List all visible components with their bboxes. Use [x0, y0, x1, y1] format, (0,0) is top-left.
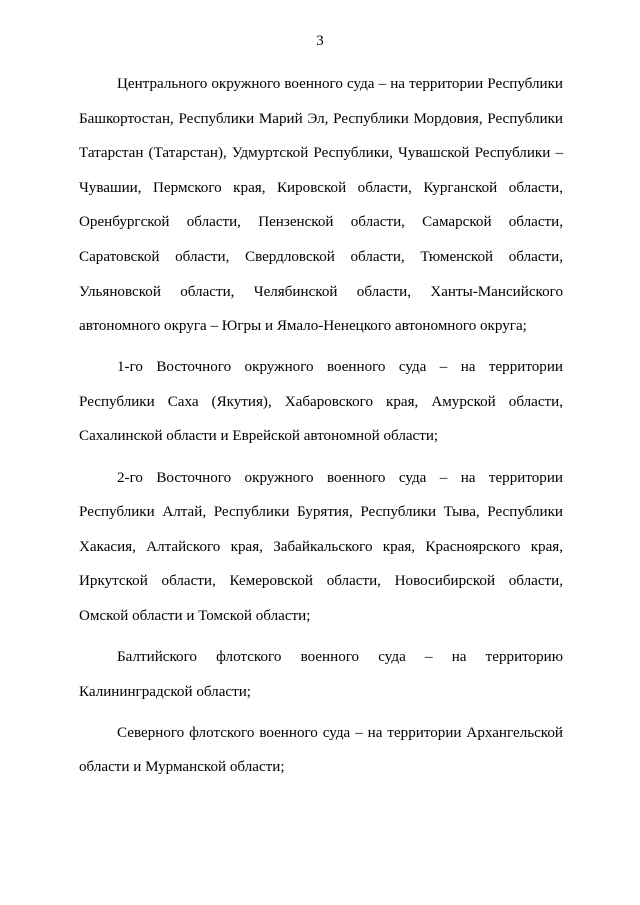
page-number: 3: [316, 33, 324, 49]
paragraph-2nd-eastern-district-court: 2-го Восточного окружного военного суда – на территории Республики Алтай, Республики Бурятия, Республики Тыва, Республики Хакасия, Алтайского края, Забайкальского края, Красноярского края, Иркутской области, Кемеровской области, Новосибирской области, Омской области и Томской области;: [79, 469, 563, 624]
document-body: [79, 67, 563, 791]
paragraph-1st-eastern-district-court: 1-го Восточного окружного военного суда – на территории Республики Саха (Якутия), Хабаровского края, Амурской области, Сахалинской области и Еврейской автономной области;: [79, 359, 563, 445]
paragraph-baltic-fleet-court: Балтийского флотского военного суда – на территорию Калининградской области;: [79, 649, 563, 700]
paragraph-northern-fleet-court: Северного флотского военного суда – на территории Архангельской области и Мурманской области;: [79, 724, 563, 776]
paragraph-central-district-court: Центрального окружного военного суда – на территории Республики Башкортостан, Республики Марий Эл, Республики Мордовия, Республики Татарстан (Татарстан), Удмуртской Республики, Чувашской Республики – Чувашии, Пермского края, Кировской области, Курганской области, Оренбургской области, Пензенской области, Самарской области, Саратовской области, Свердловской области, Тюменской области, Ульяновской области, Челябинской области, Ханты-Мансийского автономного округа – Югры и Ямало-Ненецкого автономного округа;: [79, 76, 563, 335]
